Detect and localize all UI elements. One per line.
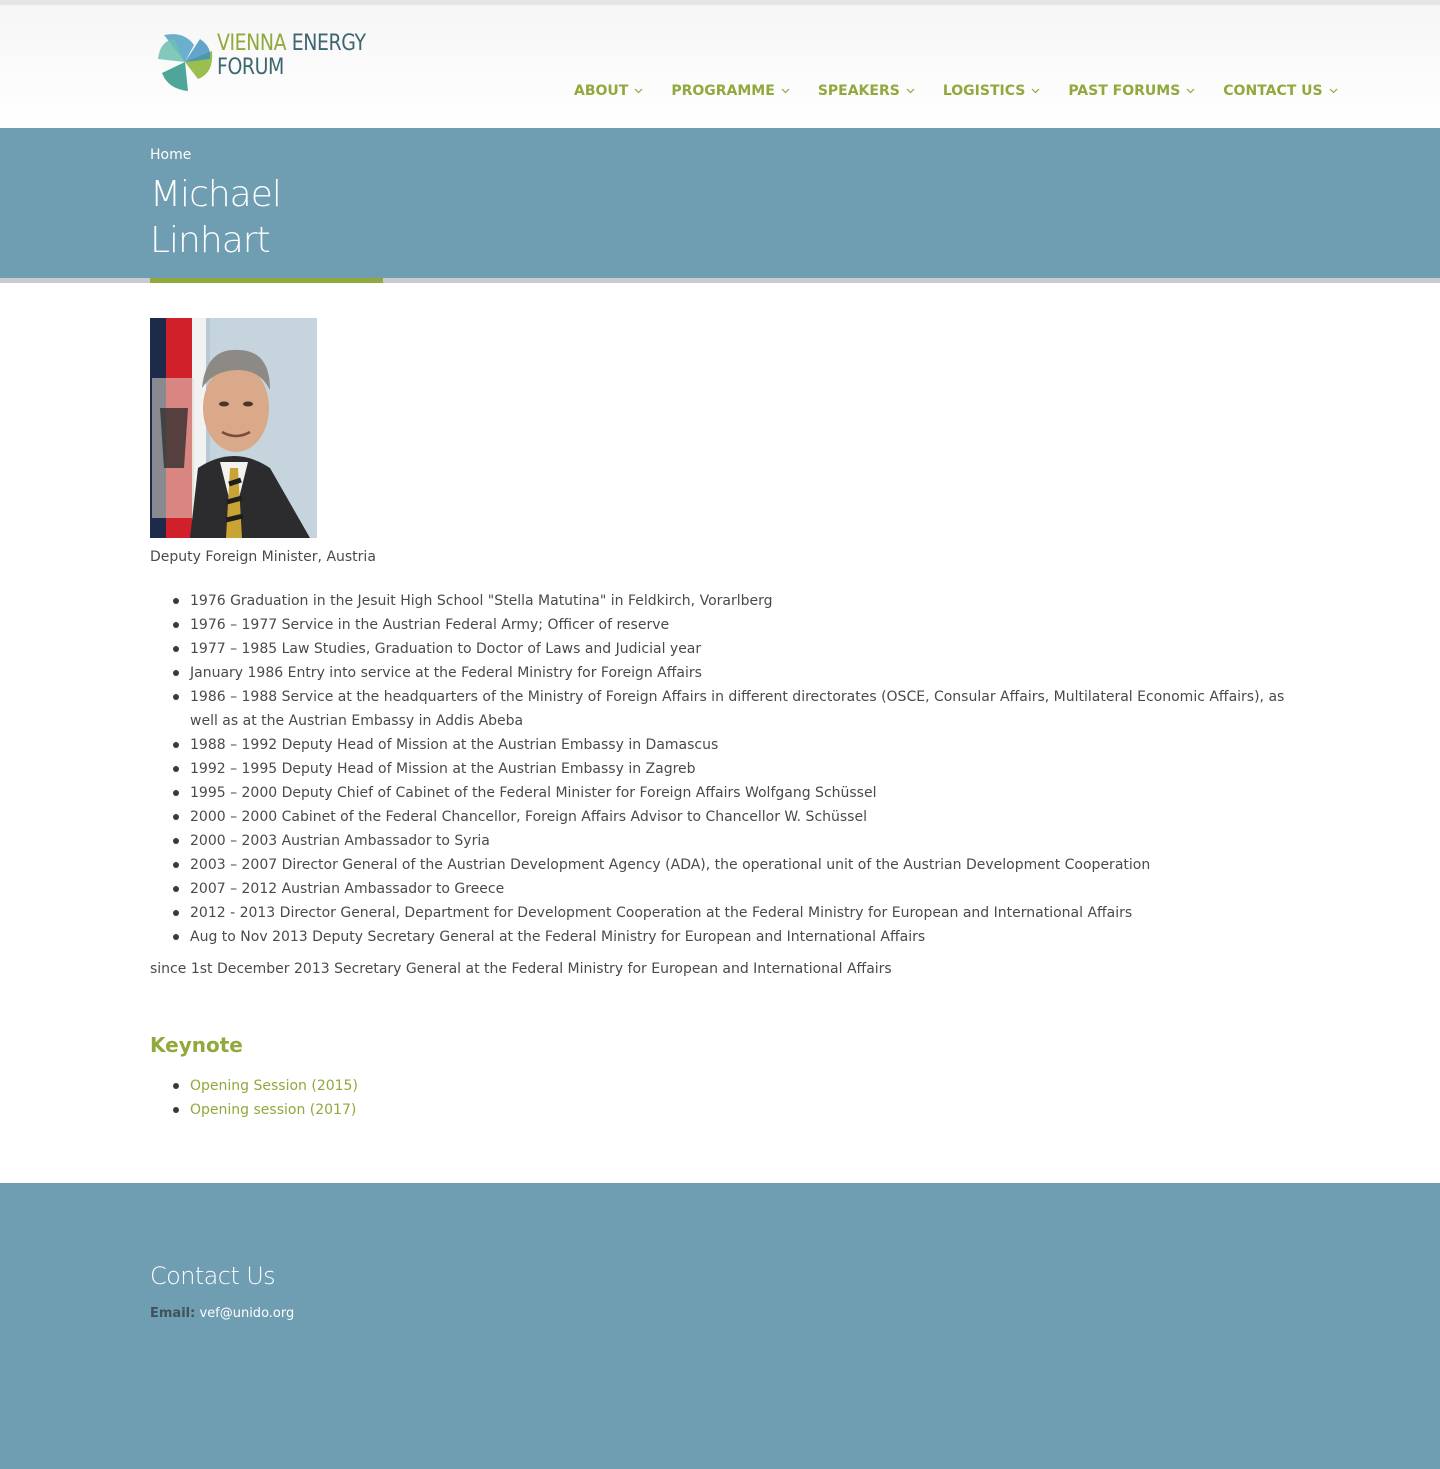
nav-logistics[interactable]: LOGISTICS [943,79,1040,103]
keynote-link-2017[interactable]: Opening session (2017) [190,1102,357,1118]
nav-contact-us[interactable]: CONTACT US [1223,79,1337,103]
career-list [190,589,1300,949]
chevron-down-icon [906,88,915,94]
page-title-line1: Michael [150,174,281,215]
list-item: 2012 - 2013 Director General, Department for Development Cooperation at the Federal Ministry for European and International Affairs [190,901,1300,925]
list-item: 1976 – 1977 Service in the Austrian Federal Army; Officer of reserve [190,613,1300,637]
current-position: since 1st December 2013 Secretary General at the Federal Ministry for European and International Affairs [150,961,892,977]
site-logo[interactable] [150,27,366,97]
logo-text-top: VIENNA ENERGY [217,31,366,56]
speaker-role: Deputy Foreign Minister, Austria [150,549,376,565]
list-item: 1977 – 1985 Law Studies, Graduation to Doctor of Laws and Judicial year [190,637,1300,661]
list-item: 1986 – 1988 Service at the headquarters of the Ministry of Foreign Affairs in different directorates (OSCE, Consular Affairs, Multilateral Economic Affairs), as well as at the Austrian Embassy in Addis Abeba [190,685,1300,733]
list-item: 1976 Graduation in the Jesuit High School "Stella Matutina" in Feldkirch, Vorarlberg [190,589,1300,613]
nav-about[interactable]: ABOUT [574,79,643,103]
logo-text-bottom: FORUM [217,55,284,80]
list-item: January 1986 Entry into service at the Federal Ministry for Foreign Affairs [190,661,1300,685]
email-link[interactable]: vef@unido.org [199,1306,295,1321]
chevron-down-icon [1031,88,1040,94]
chevron-down-icon [1329,88,1338,94]
list-item: Aug to Nov 2013 Deputy Secretary General at the Federal Ministry for European and International Affairs [190,925,1300,949]
nav-past-forums[interactable]: PAST FORUMS [1068,79,1195,103]
list-item: 2000 – 2003 Austrian Ambassador to Syria [190,829,1300,853]
footer-contact-title: Contact Us [150,1262,276,1290]
site-footer [0,1183,1440,1469]
chevron-down-icon [781,88,790,94]
email-label: Email: [150,1306,196,1321]
nav-speakers[interactable]: SPEAKERS [818,79,915,103]
keynote-list [190,1074,358,1122]
list-item: 1995 – 2000 Deputy Chief of Cabinet of the Federal Minister for Foreign Affairs Wolfgang Schüssel [190,781,1300,805]
pinwheel-logo-icon [154,29,216,95]
list-item: 1992 – 1995 Deputy Head of Mission at the Austrian Embassy in Zagreb [190,757,1300,781]
list-item: 1988 – 1992 Deputy Head of Mission at the Austrian Embassy in Damascus [190,733,1300,757]
footer-email [150,1306,294,1321]
breadcrumb-home[interactable]: Home [150,147,192,163]
list-item: 2000 – 2000 Cabinet of the Federal Chancellor, Foreign Affairs Advisor to Chancellor W. Schüssel [190,805,1300,829]
main-navigation [574,79,1338,103]
list-item [190,1098,358,1122]
title-underline-accent [150,278,383,283]
chevron-down-icon [634,88,643,94]
list-item: 2003 – 2007 Director General of the Austrian Development Agency (ADA), the operational unit of the Austrian Development Cooperation [190,853,1300,877]
list-item: 2007 – 2012 Austrian Ambassador to Greece [190,877,1300,901]
keynote-heading: Keynote [150,1033,243,1057]
keynote-link-2015[interactable]: Opening Session (2015) [190,1078,358,1094]
page-title-line2: Linhart [150,220,270,261]
nav-programme[interactable]: PROGRAMME [671,79,789,103]
list-item [190,1074,358,1098]
chevron-down-icon [1186,88,1195,94]
speaker-portrait [150,318,317,538]
page-title [150,172,410,264]
